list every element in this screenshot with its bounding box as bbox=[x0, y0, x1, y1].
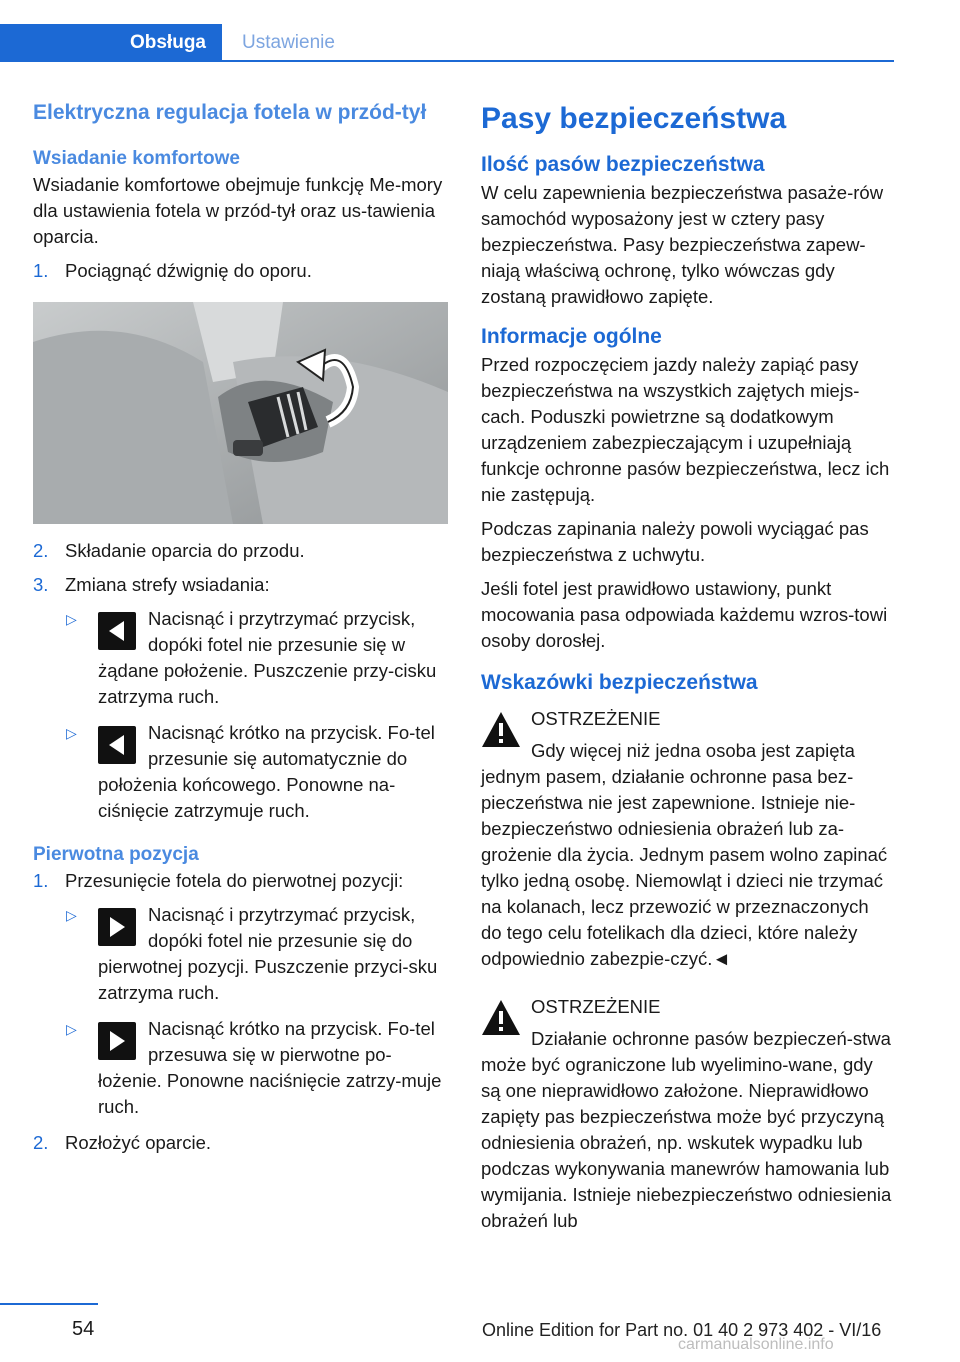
sub-list-item bbox=[66, 902, 448, 1006]
triangle-bullet-icon: ▷ bbox=[66, 1021, 77, 1037]
arrow-right-button-icon bbox=[98, 1022, 136, 1060]
subheading-original-position: Pierwotna pozycja bbox=[33, 844, 199, 865]
warning-label: OSTRZEŻENIE bbox=[531, 708, 661, 729]
right-column bbox=[481, 100, 893, 1248]
sub-list-item bbox=[66, 606, 448, 710]
list-number: 2. bbox=[33, 540, 49, 561]
header-tabs bbox=[0, 24, 894, 62]
paragraph: W celu zapewnienia bezpieczeństwa pasaże-rów samochód wyposażony jest w cztery pasy bezpieczeństwa. Pasy bezpieczeństwa zapew-niają właściwą ochronę, tylko wówczas gdy zostaną prawidłowo zapięte. bbox=[481, 182, 884, 307]
paragraph: Przed rozpoczęciem jazdy należy zapiąć pasy bezpieczeństwa na wszystkich zajętych miejs-cach. Poduszki powietrzne są dodatkowym urządzeniem zabezpieczającym i uzupełniają funkcje ochronne pasów bezpieczeństwa, lecz ich nie zastępują. bbox=[481, 354, 890, 505]
intro-paragraph: Wsiadanie komfortowe obejmuje funkcję Me-mory dla ustawienia fotela w przód-tył oraz us-tawienia oparcia. bbox=[33, 174, 443, 247]
subheading-comfort-entry: Wsiadanie komfortowe bbox=[33, 148, 240, 169]
warning-text: Działanie ochronne pasów bezpieczeń-stwa może być ograniczone lub wyelimino-wane, gdy są one nieprawidłowo założone. Nieprawidłowo zapięty pas bezpieczeństwa może być przyczyną odniesienia obrażeń, np. wskutek wypadku lub podczas wykonywania manewrów hamowania lub wymijania. Istnieje niebezpieczeństwo odniesienia obrażeń lub bbox=[481, 1028, 892, 1231]
warning-text: Gdy więcej niż jedna osoba jest zapięta jednym pasem, działanie ochronne pasa bez-pieczeństwa nie jest zapewnione. Istnieje nie-bezpieczeństwo odniesienia obrażeń lub za-grożenie dla życia. Jednym pasem wolno zapinać tylko jedną osobę. Niemowląt i dzieci nie trzymać na kolanach, lecz przewozić w przeznaczonych do tego celu fotelikach dla dzieci, które należy odpowiednio zabezpie-czyć.◄ bbox=[481, 740, 888, 969]
page-number: 54 bbox=[72, 1318, 95, 1340]
list-item bbox=[33, 538, 448, 564]
list-text: Zmiana strefy wsiadania: bbox=[65, 574, 270, 595]
list-item bbox=[33, 868, 448, 894]
subheading-general-info: Informacje ogólne bbox=[481, 325, 662, 348]
warning-triangle-icon bbox=[481, 710, 521, 750]
sub-list-item bbox=[66, 1016, 448, 1120]
tab-ustawienie[interactable]: Ustawienie bbox=[242, 32, 335, 53]
section-title-seatbelts: Pasy bezpieczeństwa bbox=[481, 102, 787, 135]
sub-list-item bbox=[66, 720, 448, 824]
list-number: 2. bbox=[33, 1132, 49, 1153]
list-number: 1. bbox=[33, 260, 49, 281]
sub-list-text: Nacisnąć i przytrzymać przycisk, dopóki fotel nie przesunie się do pierwotnej pozycji. Puszczenie przyci-sku zatrzyma ruch. bbox=[98, 904, 438, 1003]
list-text: Pociągnąć dźwignię do oporu. bbox=[65, 260, 312, 281]
sub-list-text: Nacisnąć i przytrzymać przycisk, dopóki fotel nie przesunie się w żądane położenie. Puszczenie przy-cisku zatrzyma ruch. bbox=[98, 608, 437, 707]
triangle-bullet-icon: ▷ bbox=[66, 725, 77, 741]
triangle-bullet-icon: ▷ bbox=[66, 611, 77, 627]
list-item bbox=[33, 1130, 448, 1156]
sub-list-text: Nacisnąć krótko na przycisk. Fo-tel przesuwa się w pierwotne po-łożenie. Ponowne naciśnięcie zatrzy-muje ruch. bbox=[98, 1018, 442, 1117]
warning-block bbox=[481, 706, 893, 972]
sub-list-text: Nacisnąć krótko na przycisk. Fo-tel przesunie się automatycznie do położenia końcowego. Ponowne na-ciśnięcie zatrzymuje ruch. bbox=[98, 722, 435, 821]
edition-text: Online Edition for Part no. 01 40 2 973 402 - VI/16 bbox=[482, 1320, 882, 1340]
triangle-bullet-icon: ▷ bbox=[66, 907, 77, 923]
list-text: Przesunięcie fotela do pierwotnej pozycji: bbox=[65, 870, 404, 891]
warning-triangle-icon bbox=[481, 998, 521, 1038]
section-title-seat: Elektryczna regulacja fotela w przód-tył bbox=[33, 101, 427, 124]
list-item bbox=[33, 572, 448, 598]
list-number: 3. bbox=[33, 574, 49, 595]
arrow-left-button-icon bbox=[98, 612, 136, 650]
warning-block bbox=[481, 994, 893, 1234]
left-column bbox=[33, 100, 448, 1164]
paragraph: Jeśli fotel jest prawidłowo ustawiony, punkt mocowania pasa odpowiada każdemu wzros-towi osoby dorosłej. bbox=[481, 578, 888, 651]
list-number: 1. bbox=[33, 870, 49, 891]
list-item bbox=[33, 258, 448, 284]
footer-rule bbox=[0, 1303, 98, 1305]
subheading-belt-count: Ilość pasów bezpieczeństwa bbox=[481, 153, 765, 176]
seat-lever-photo bbox=[33, 302, 448, 524]
list-text: Składanie oparcia do przodu. bbox=[65, 540, 305, 561]
list-text: Rozłożyć oparcie. bbox=[65, 1132, 212, 1153]
subheading-safety-tips: Wskazówki bezpieczeństwa bbox=[481, 671, 758, 694]
arrow-right-button-icon bbox=[98, 908, 136, 946]
arrow-left-button-icon bbox=[98, 726, 136, 764]
warning-label: OSTRZEŻENIE bbox=[531, 996, 661, 1017]
watermark[interactable]: carmanualsonline.info bbox=[678, 1336, 834, 1353]
paragraph: Podczas zapinania należy powoli wyciągać pas bezpieczeństwa z uchwytu. bbox=[481, 518, 869, 565]
tab-obsluga[interactable]: Obsługa bbox=[0, 24, 222, 60]
